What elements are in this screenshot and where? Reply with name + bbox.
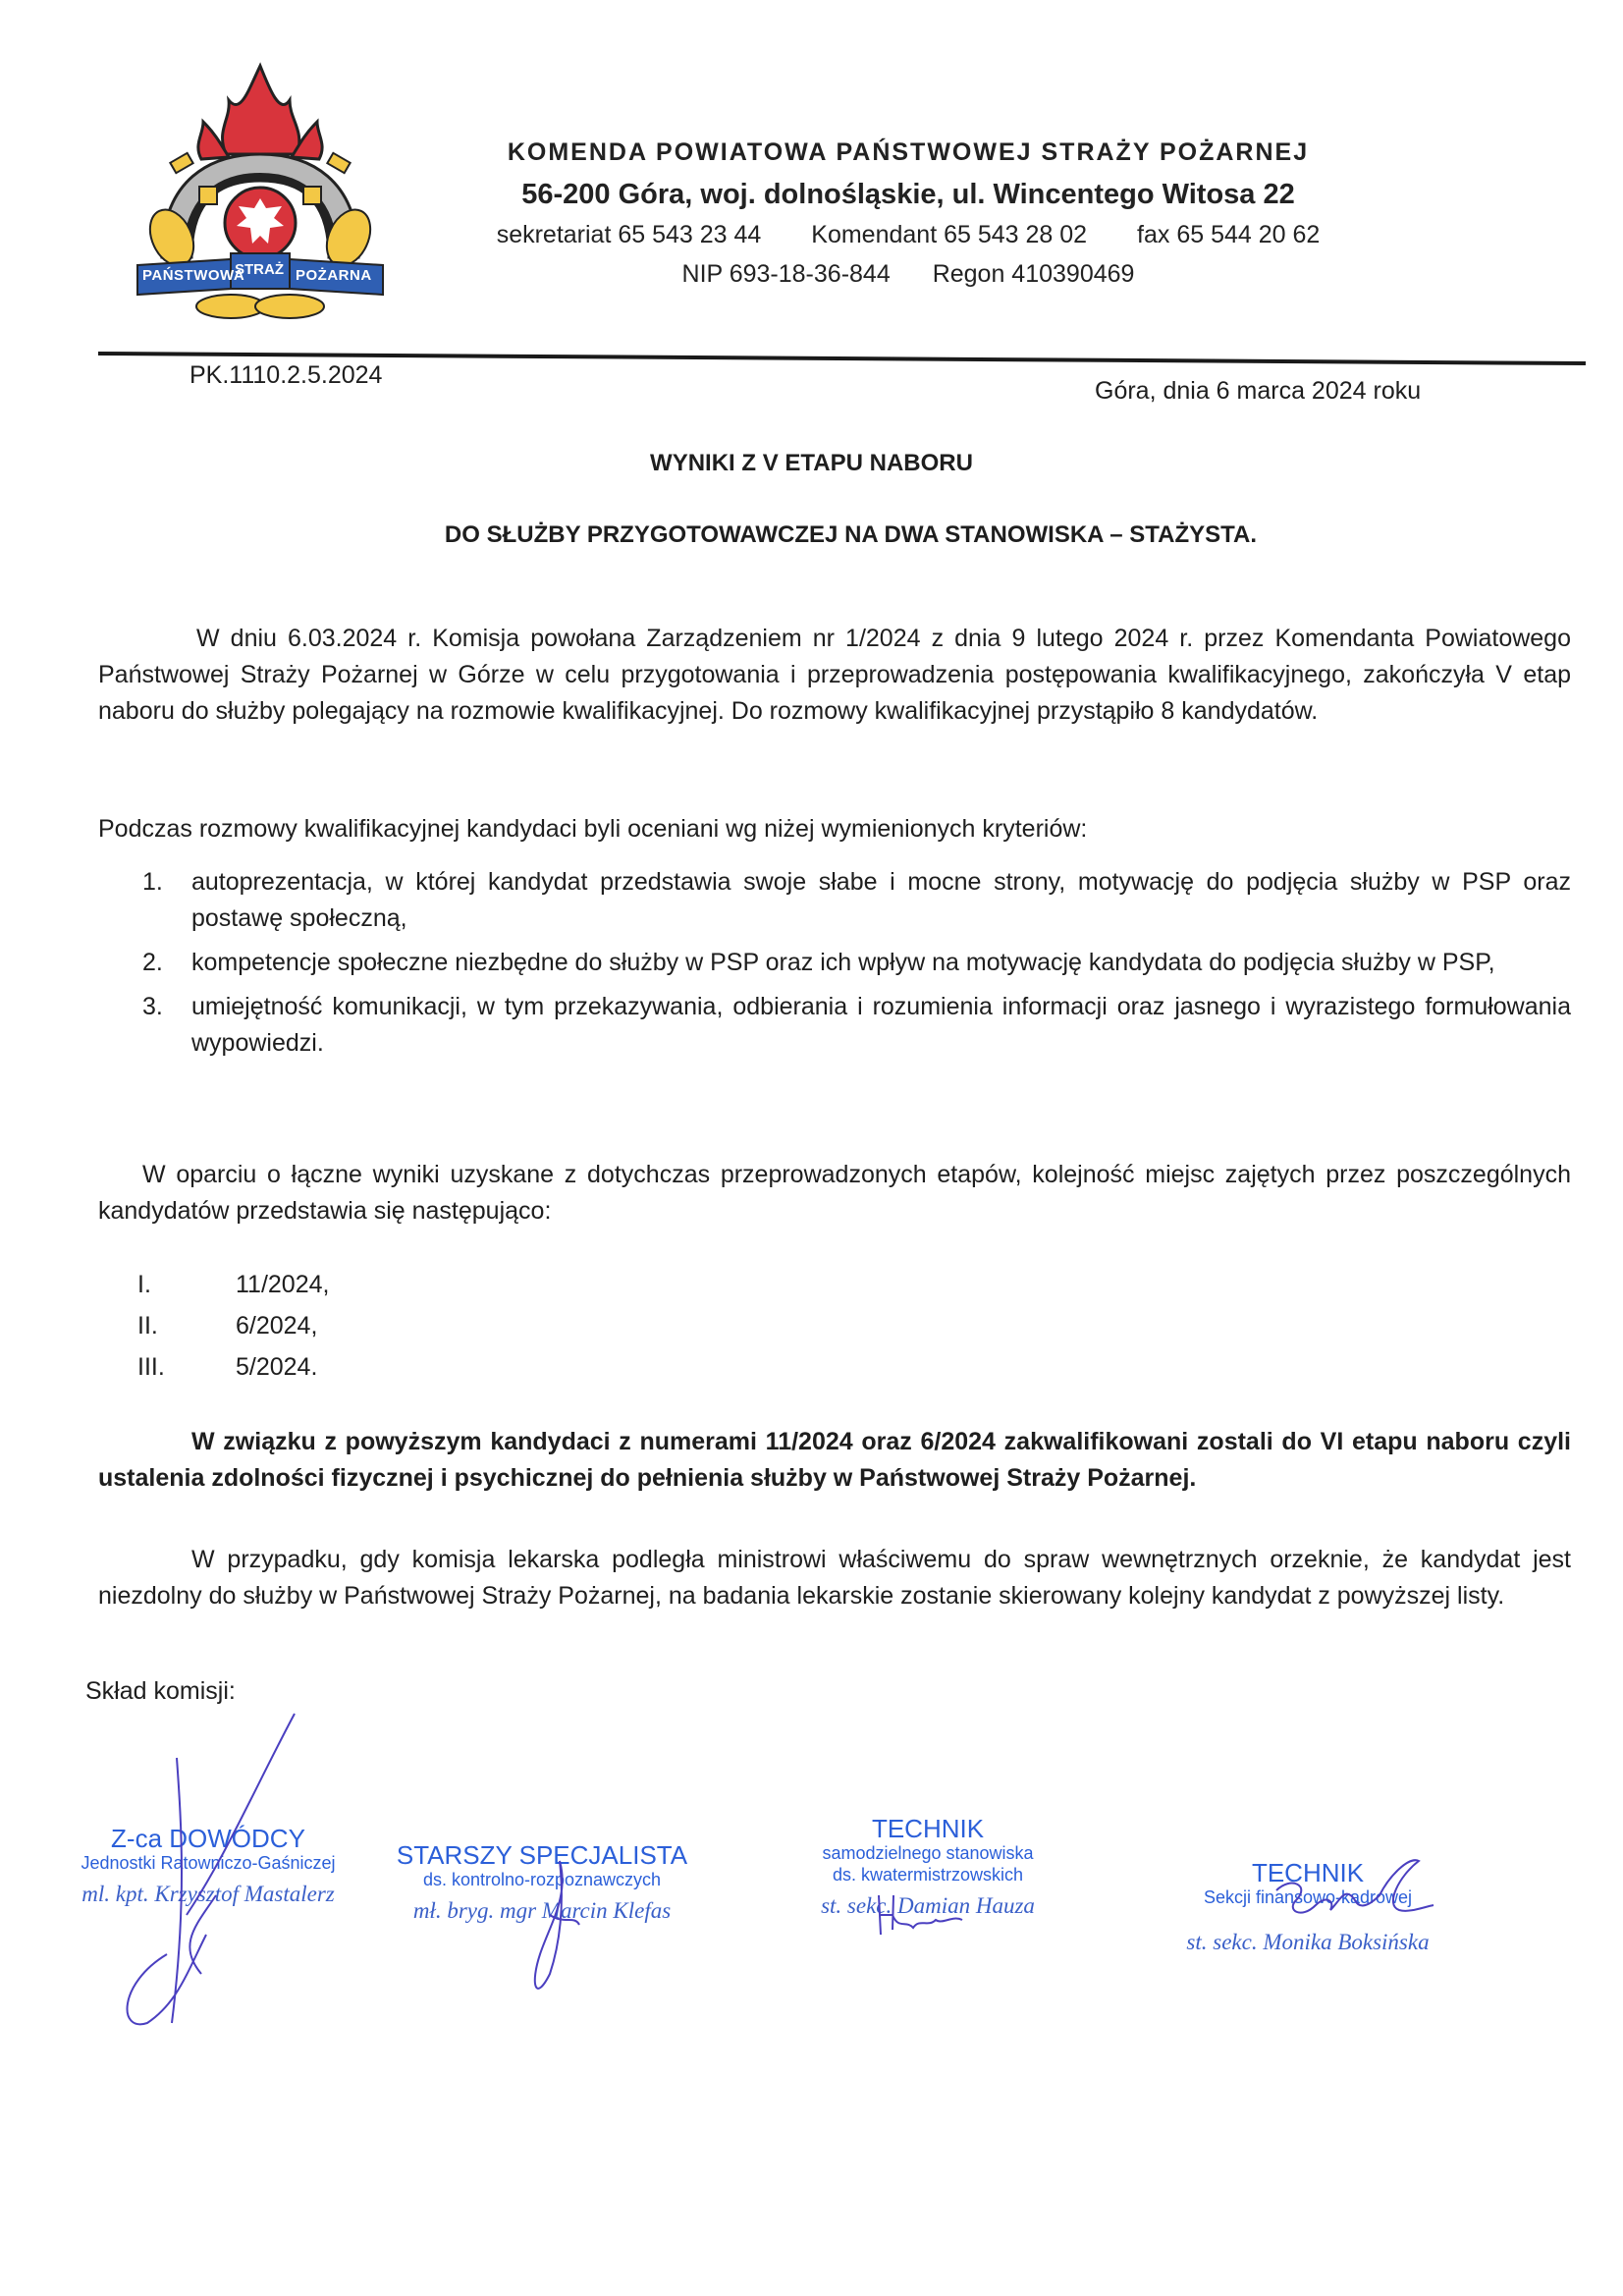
intro-paragraph: W dniu 6.03.2024 r. Komisja powołana Zarządzeniem nr 1/2024 z dnia 9 lutego 2024 r. przez Komendanta Powiatowego Państwowej Straży Pożarnej w Górze w celu przygotowania i przeprowadzenia postępowania kwalifikacyjnego, zakończyła V etap naboru do służby polegający na rozmowie kwalifikacyjnej. Do rozmowy kwalifikacyjnej przystąpiło 8 kandydatów. bbox=[98, 625, 1571, 725]
criteria-text: kompetencje społeczne niezbędne do służby w PSP oraz ich wpływ na motywację kandydata do podjęcia służby w PSP, bbox=[191, 949, 1495, 976]
ranking-place: III. bbox=[137, 1353, 165, 1381]
signature-stamp-deputy-commander bbox=[61, 1825, 355, 1909]
criteria-number: 2. bbox=[142, 949, 163, 976]
ranking-place: I. bbox=[137, 1271, 151, 1298]
criteria-intro: Podczas rozmowy kwalifikacyjnej kandydaci byli oceniani wg niżej wymienionych kryteriów: bbox=[98, 815, 1088, 843]
signature-stamp-technician-quartermaster bbox=[766, 1815, 1090, 1921]
medical-note-paragraph: W przypadku, gdy komisja lekarska podległa ministrowi właściwemu do spraw wewnętrznych orzeknie, że kandydat jest niezdolny do służby w Państwowej Straży Pożarnej, na badania lekarskie zostanie skierowany kolejny kandydat z powyższej listy. bbox=[98, 1546, 1571, 1610]
criteria-number: 1. bbox=[142, 868, 163, 896]
commander-phone: Komendant 65 543 28 02 bbox=[811, 221, 1088, 248]
contact-phones bbox=[422, 218, 1394, 251]
ranking-list bbox=[137, 1264, 329, 1388]
ranking-place: II. bbox=[137, 1312, 158, 1339]
conclusion-paragraph: W związku z powyższym kandydaci z numerami 11/2024 oraz 6/2024 zakwalifikowani zostali do VI etapu naboru czyli ustalenia zdolności fizycznej i psychicznej do pełnienia służby w Państwowej Straży Pożarnej. bbox=[98, 1428, 1571, 1492]
stamp-name: mł. bryg. mgr Marcin Klefas bbox=[412, 1898, 672, 1923]
organization-header bbox=[422, 137, 1394, 291]
criteria-item bbox=[142, 989, 1571, 1062]
organization-address: 56-200 Góra, woj. dolnośląskie, ul. Wincentego Witosa 22 bbox=[521, 179, 1295, 210]
stamp-subtitle: ds. kwatermistrzowskich bbox=[832, 1865, 1024, 1885]
fax-number: fax 65 544 20 62 bbox=[1137, 221, 1321, 248]
stamp-title: STARSZY SPECJALISTA bbox=[396, 1840, 688, 1870]
stamp-name: st. sekc. Damian Hauza bbox=[821, 1893, 1035, 1918]
ranking-candidate: 6/2024, bbox=[236, 1312, 318, 1339]
ranking-intro: W oparciu o łączne wyniki uzyskane z dotychczas przeprowadzonych etapów, kolejność miejsc zajętych przez poszczególnych kandydatów przedstawia się następująco: bbox=[98, 1161, 1571, 1225]
stamp-subtitle: Jednostki Ratowniczo-Gaśniczej bbox=[81, 1853, 336, 1873]
stamp-subtitle: Sekcji finansowo-kadrowej bbox=[1203, 1887, 1413, 1907]
ranking-candidate: 11/2024, bbox=[236, 1271, 330, 1298]
criteria-text: umiejętność komunikacji, w tym przekazywania, odbierania i rozumienia informacji oraz jasnego i wyrazistego formułowania wypowiedzi. bbox=[191, 993, 1571, 1057]
stamp-title: TECHNIK bbox=[1251, 1858, 1365, 1887]
stamp-subtitle: ds. kontrolno-rozpoznawczych bbox=[422, 1870, 662, 1889]
registry-numbers bbox=[422, 257, 1394, 291]
committee-label: Skład komisji: bbox=[85, 1677, 236, 1705]
criteria-number: 3. bbox=[142, 993, 163, 1020]
banner-text-center: STRAŻ bbox=[235, 261, 284, 278]
document-subtitle: DO SŁUŻBY PRZYGOTOWAWCZEJ NA DWA STANOWISKA – STAŻYSTA. bbox=[444, 521, 1258, 548]
organization-name: KOMENDA POWIATOWA PAŃSTWOWEJ STRAŻY POŻARNEJ bbox=[507, 138, 1310, 166]
stamp-subtitle: samodzielnego stanowiska bbox=[822, 1843, 1034, 1863]
ranking-row bbox=[137, 1264, 329, 1305]
stamp-name: ml. kpt. Krzysztof Mastalerz bbox=[81, 1882, 335, 1906]
regon-number: Regon 410390469 bbox=[932, 260, 1135, 288]
place-and-date: Góra, dnia 6 marca 2024 roku bbox=[1095, 377, 1422, 405]
ranking-candidate: 5/2024. bbox=[236, 1353, 318, 1381]
ranking-row bbox=[137, 1346, 329, 1388]
document-title: WYNIKI Z V ETAPU NABORU bbox=[650, 450, 973, 476]
banner-text-right: POŻARNA bbox=[296, 267, 372, 284]
criteria-text: autoprezentacja, w której kandydat przedstawia swoje słabe i mocne strony, motywację do podjęcia służby w PSP oraz postawę społeczną, bbox=[191, 868, 1571, 932]
signature-stamp-senior-specialist bbox=[385, 1841, 699, 1926]
stamp-title: TECHNIK bbox=[871, 1814, 985, 1843]
psp-emblem-icon bbox=[133, 61, 388, 326]
banner-text-left: PAŃSTWOWA bbox=[142, 267, 245, 284]
secretariat-phone: sekretariat 65 543 23 44 bbox=[496, 221, 762, 248]
criteria-item bbox=[142, 945, 1571, 981]
signature-stamp-technician-finance bbox=[1151, 1859, 1465, 1957]
nip-number: NIP 693-18-36-844 bbox=[681, 260, 891, 288]
stamp-title: Z-ca DOWÓDCY bbox=[111, 1824, 305, 1853]
criteria-item bbox=[142, 864, 1571, 937]
ranking-row bbox=[137, 1305, 329, 1346]
criteria-list bbox=[142, 864, 1571, 1069]
reference-number: PK.1110.2.5.2024 bbox=[189, 361, 383, 389]
stamp-name: st. sekc. Monika Boksińska bbox=[1186, 1930, 1430, 1954]
